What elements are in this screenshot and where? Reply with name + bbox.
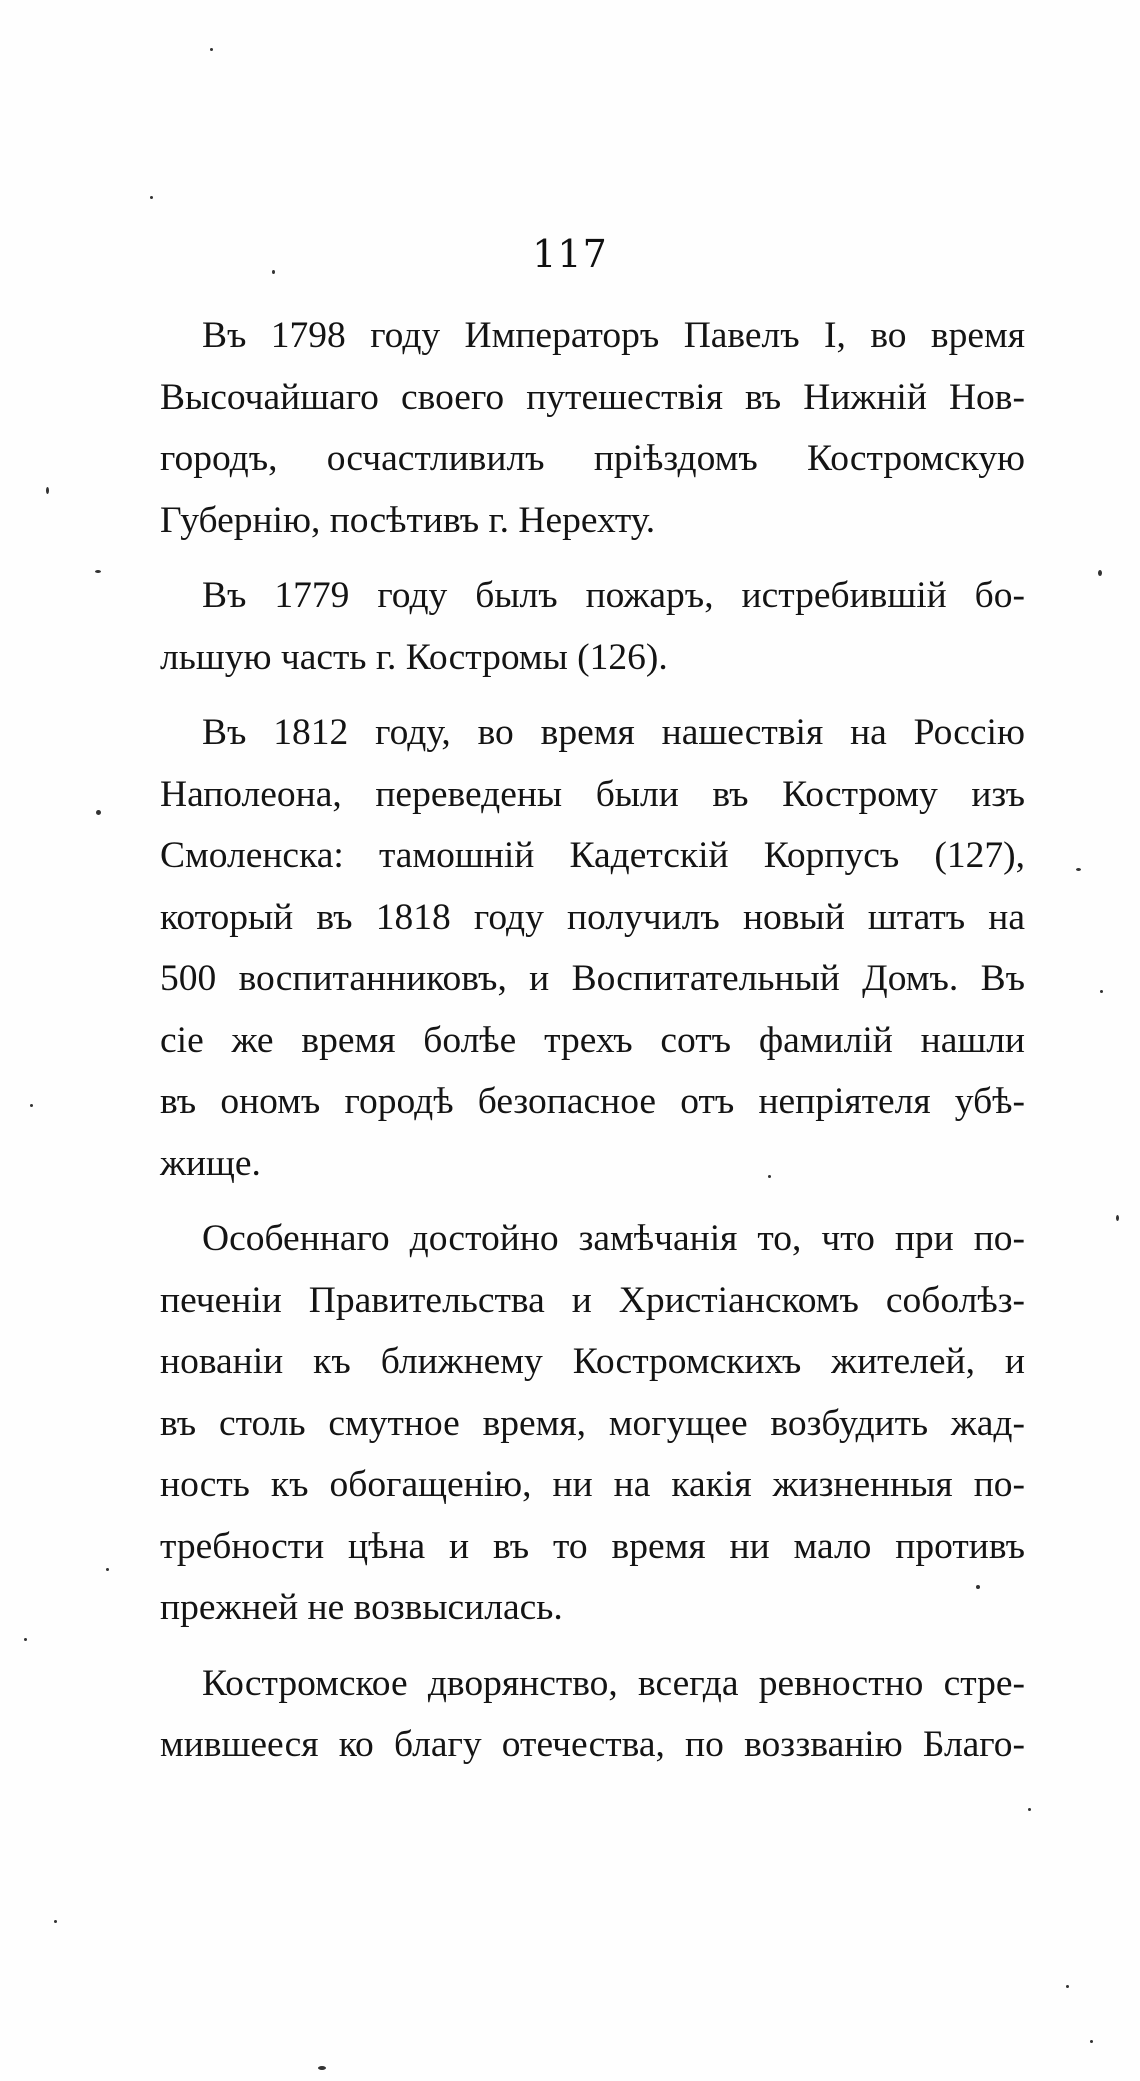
text-line: требности цѣна и въ то время ни мало противъ: [160, 1525, 1025, 1567]
scan-speck: [1116, 1215, 1119, 1221]
text-line: мившееся ко благу отечества, по воззванію Благо-: [160, 1724, 1025, 1765]
scan-speck: [1098, 570, 1102, 576]
scan-speck: [1076, 868, 1081, 871]
text-line: льшую часть г. Костромы (126).: [160, 636, 668, 678]
scan-speck: [150, 196, 153, 199]
text-line: Костромское дворянство, всегда ревностно стре-: [202, 1662, 1025, 1704]
scan-speck: [1028, 1808, 1031, 1811]
scan-speck: [1100, 990, 1103, 993]
text-line: ность къ обогащенію, ни на какія жизненныя по-: [160, 1464, 1025, 1505]
text-line: Въ 1812 году, во время нашествія на Россію: [202, 712, 1025, 753]
scan-speck: [96, 810, 101, 815]
scan-speck: [318, 2066, 326, 2070]
paragraph: [160, 565, 1025, 688]
scan-speck: [1090, 2040, 1093, 2043]
text-line: Въ 1798 году Императоръ Павелъ I, во время: [202, 315, 1025, 356]
text-line: 500 воспитанниковъ, и Воспитательный Домъ. Въ: [160, 958, 1025, 999]
text-line: прежней не возвысилась.: [160, 1587, 563, 1628]
text-line: Въ 1779 году былъ пожаръ, истребившій бо-: [202, 575, 1025, 616]
text-line: который въ 1818 году получилъ новый штатъ на: [160, 896, 1025, 938]
paragraph: [160, 1208, 1025, 1639]
text-line: нованіи къ ближнему Костромскихъ жителей, и: [160, 1341, 1025, 1382]
scan-speck: [54, 1920, 57, 1923]
page-number: 117: [532, 232, 608, 276]
text-line: Губернію, посѣтивъ г. Нерехту.: [160, 499, 656, 541]
paragraph: [160, 702, 1025, 1194]
text-line: въ ономъ городѣ безопасное отъ непріятеля убѣ-: [160, 1081, 1025, 1122]
text-line: сіе же время болѣе трехъ сотъ фамилій нашли: [160, 1019, 1025, 1061]
scan-speck: [768, 1175, 771, 1178]
text-line: Особеннаго достойно замѣчанія то, что при по-: [202, 1218, 1025, 1259]
scan-speck: [976, 1585, 980, 1589]
text-line: печеніи Правительства и Христіанскомъ соболѣз-: [160, 1279, 1025, 1321]
text-line: Высочайшаго своего путешествія въ Нижній Нов-: [160, 376, 1025, 418]
scan-speck: [46, 487, 49, 494]
scan-speck: [24, 1638, 27, 1641]
body-text: [160, 305, 1025, 1790]
text-line: жище.: [160, 1142, 261, 1184]
text-line: городъ, осчастливилъ пріѣздомъ Костромскую: [160, 438, 1025, 479]
scan-speck: [210, 48, 213, 51]
scan-speck: [95, 570, 101, 573]
text-line: въ столь смутное время, могущее возбудить жад-: [160, 1402, 1025, 1444]
scan-speck: [30, 1104, 33, 1107]
scan-speck: [1066, 1985, 1069, 1988]
text-line: Наполеона, переведены были въ Кострому изъ: [160, 773, 1025, 815]
paragraph: [160, 305, 1025, 551]
scan-speck: [106, 1568, 109, 1571]
scan-speck: [272, 270, 275, 274]
paragraph: [160, 1653, 1025, 1776]
text-line: Смоленска: тамошній Кадетскій Корпусъ (127),: [160, 835, 1025, 876]
